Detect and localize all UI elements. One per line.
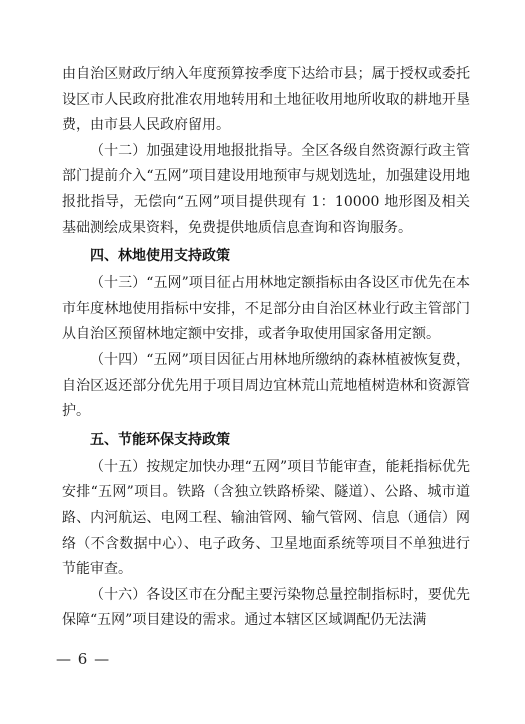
paragraph-15: （十五）按规定加快办理“五网”项目节能审查，能耗指标优先安排“五网”项目。铁路（含独立铁路桥梁、隧道）、公路、城市道路、内河航运、电网工程、输油管网、输气管网、信息（通信）网络（不含数据中心）、电子政务、卫星地面系统等项目不单独进行节能审查。 [62, 458, 470, 578]
section-heading-5: 五、节能环保支持政策 [90, 431, 230, 448]
paragraph-13: （十三）“五网”项目征占用林地定额指标由各设区市优先在本市年度林地使用指标中安排，不足部分由自治区林业行政主管部门从自治区预留林地定额中安排，或者争取使用国家备用定额。 [62, 275, 470, 343]
paragraph-12-body: 全区各级自然资源行政主管部门提前介入“五网”项目建设用地预审与规划选址，加强建设用地报批指导，无偿向“五网”项目提供现有 1：10000 地形图及相关基础测绘成果资料，免费提供地质信息查询和咨询服务。 [62, 142, 471, 236]
page-number: — 6 — [56, 650, 111, 668]
paragraph-12 [62, 139, 470, 241]
section-heading-4: 四、林地使用支持政策 [90, 248, 230, 265]
document-body [62, 62, 470, 634]
paragraph-continued: 由自治区财政厅纳入年度预算按季度下达给市县；属于授权或委托设区市人民政府批准农用地转用和土地征收用地所收取的耕地开垦费，由市县人民政府留用。 [62, 66, 470, 134]
paragraph-16: （十六）各设区市在分配主要污染物总量控制指标时，要优先保障“五网”项目建设的需求。通过本辖区区域调配仍无法满 [62, 586, 470, 629]
paragraph-14: （十四）“五网”项目因征占用林地所缴纳的森林植被恢复费，自治区返还部分优先用于项目周边宜林荒山荒地植树造林和资源管护。 [62, 351, 470, 420]
paragraph-12-lead: （十二）加强建设用地报批指导。 [90, 142, 302, 159]
